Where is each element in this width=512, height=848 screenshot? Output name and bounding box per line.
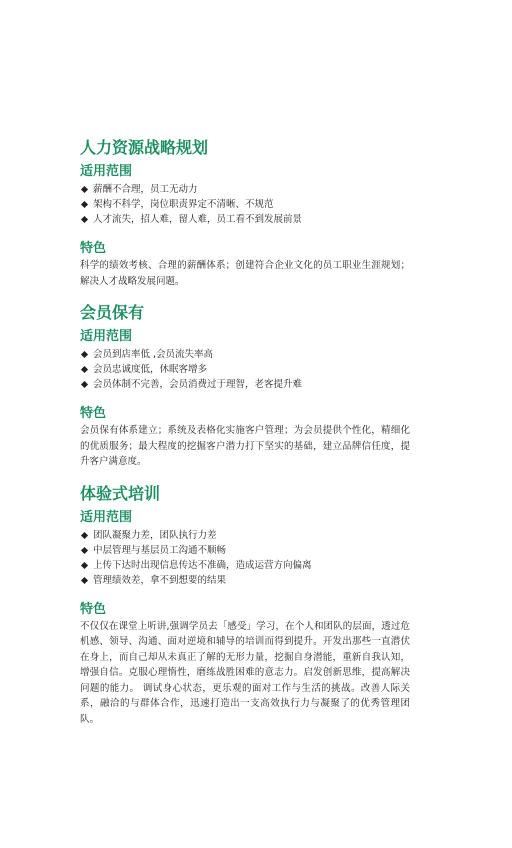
diamond-bullet-icon <box>81 576 88 583</box>
feature-heading: 特色 <box>80 601 107 617</box>
feature-heading: 特色 <box>80 406 107 421</box>
list-item: 会员忠诚度低，休眠客增多 <box>80 362 410 377</box>
document-page <box>80 138 410 727</box>
list-item: 会员到店率低 ,会员流失率高 <box>80 347 410 362</box>
scope-heading: 适用范围 <box>80 509 133 525</box>
scope-list <box>80 528 410 588</box>
section-title: 人力资源战略规划 <box>80 138 209 157</box>
feature-text: 科学的绩效考核、合理的薪酬体系；创建符合企业文化的员工职业生涯规划；解决人才战略发展问题。 <box>80 260 410 287</box>
section-title: 会员保有 <box>80 303 145 322</box>
list-item: 管理绩效差，拿不到想要的结果 <box>80 573 410 588</box>
diamond-bullet-icon <box>81 201 88 208</box>
list-item: 架构不科学，岗位职责界定不清晰、不规范 <box>80 197 410 212</box>
diamond-bullet-icon <box>81 366 88 373</box>
section-hr-strategy <box>80 138 410 289</box>
feature-text: 不仅仅在课堂上听讲,强调学员去「感受」学习，在个人和团队的层面，透过危机感、领导、沟通、面对逆境和辅导的培训而得到提升。开发出那些一直潜伏在身上，而自己却从未真正了解的无形力量，挖掘自身潜能，重新自我认知，增强自信。克服心理惰性，磨练战胜困难的意志力。启发创新思维，提高解决问题的能力。 调试身心状态，更乐观的面对工作与生活的挑战。改善人际关系，融洽的与群体合作，迅速打造出一支高效执行力与凝聚了的优秀管理团队。 <box>80 620 410 725</box>
scope-heading: 适用范围 <box>80 164 133 179</box>
diamond-bullet-icon <box>81 531 88 538</box>
diamond-bullet-icon <box>81 216 88 223</box>
diamond-bullet-icon <box>81 561 88 568</box>
section-experiential-training <box>80 484 410 728</box>
section-member-retention <box>80 303 410 470</box>
list-item: 人才流失，招人难，留人难，员工看不到发展前景 <box>80 212 410 227</box>
scope-list <box>80 182 410 227</box>
section-title: 体验式培训 <box>80 483 161 503</box>
scope-heading: 适用范围 <box>80 329 133 344</box>
list-item: 会员体制不完善，会员消费过于理智，老客提升难 <box>80 377 410 392</box>
scope-list <box>80 347 410 392</box>
diamond-bullet-icon <box>81 186 88 193</box>
feature-heading: 特色 <box>80 241 107 256</box>
diamond-bullet-icon <box>81 546 88 553</box>
list-item: 中层管理与基层员工沟通不顺畅 <box>80 543 410 558</box>
list-item: 团队凝聚力差，团队执行力差 <box>80 528 410 543</box>
diamond-bullet-icon <box>81 351 88 358</box>
list-item: 上传下达时出现信息传达不准确，造成运营方向偏离 <box>80 558 410 573</box>
diamond-bullet-icon <box>81 381 88 388</box>
list-item: 薪酬不合理，员工无动力 <box>80 182 410 197</box>
feature-text: 会员保有体系建立；系统及表格化实施客户管理；为会员提供个性化，精细化的优质服务；最大程度的挖掘客户潜力打下坚实的基础，建立品牌信任度，提升客户满意度。 <box>80 425 410 467</box>
